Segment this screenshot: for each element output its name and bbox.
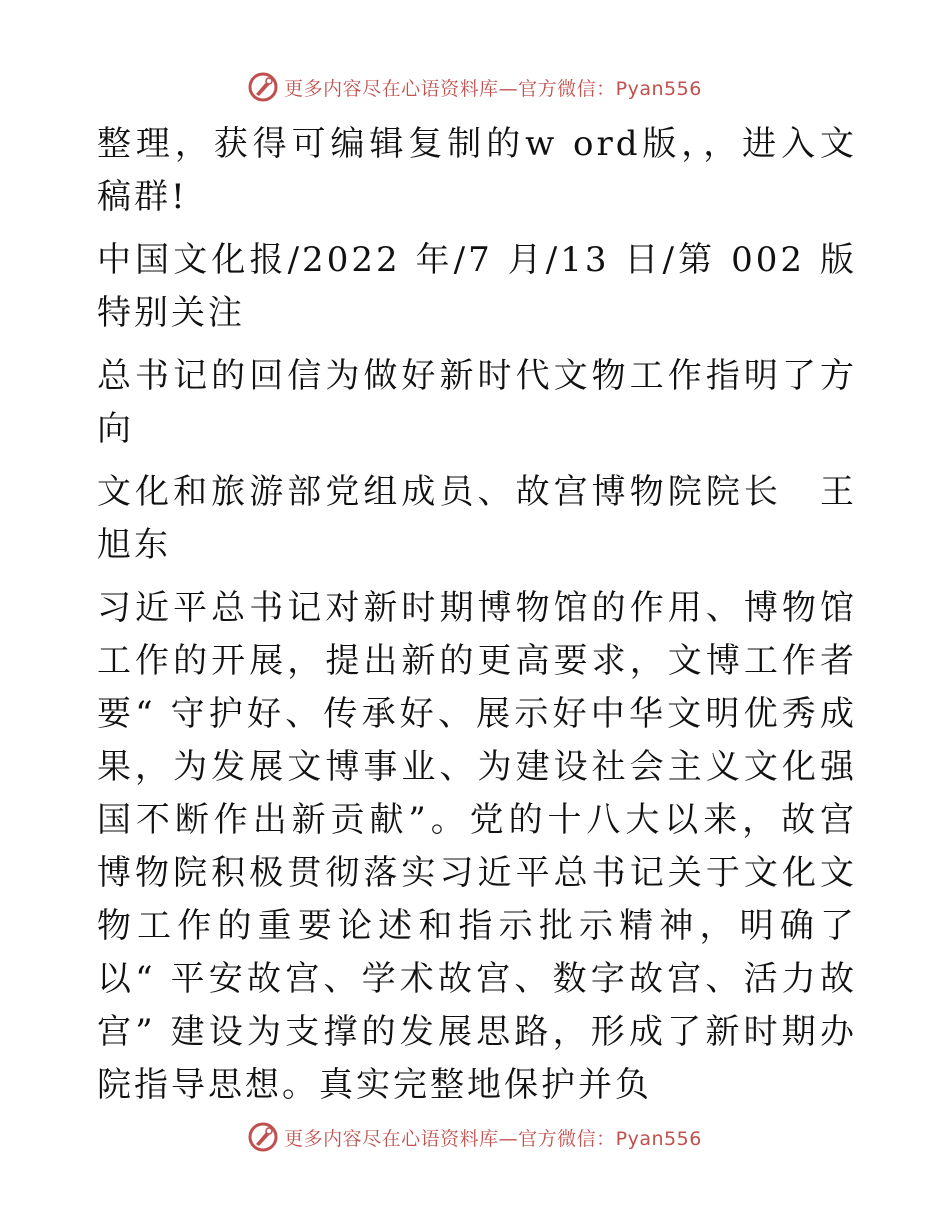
header-watermark [0, 72, 950, 102]
article-author: 文化和旅游部党组成员、故宫博物院院长 王旭东 [97, 472, 857, 565]
pen-logo-icon [248, 72, 278, 102]
paragraph-source: 中国文化报/2022 年/7 月/13 日/第 002 版特别关注 [97, 240, 857, 333]
pen-logo-icon [248, 1122, 278, 1152]
watermark-text: 更多内容尽在心语资料库—官方微信：Pyan556 [284, 1127, 702, 1150]
article-paragraph: 习近平总书记对新时期博物馆的作用、博物馆工作的开展，提出新的更高要求，文博工作者要“ 守护好、传承好、展示好中华文明优秀成果，为发展文博事业、为建设社会主义文化强国不断作出新贡献”。党的十八大以来，故宫博物院积极贯彻落实习近平总书记关于文化文物工作的重要论述和指示批示精神，明确了以“ 平安故宫、学术故宫、数字故宫、活力故宫” 建设为支撑的发展思路，形成了新时期办院指导思想。真实完整地保护并负 [97, 588, 857, 1105]
document-body [97, 118, 857, 1122]
watermark-text: 更多内容尽在心语资料库—官方微信：Pyan556 [284, 77, 702, 100]
footer-watermark [0, 1122, 950, 1152]
paragraph-note: 整理，获得可编辑复制的w ord版，，进入文稿群! [97, 124, 857, 217]
article-title: 总书记的回信为做好新时代文物工作指明了方向 [97, 356, 857, 449]
